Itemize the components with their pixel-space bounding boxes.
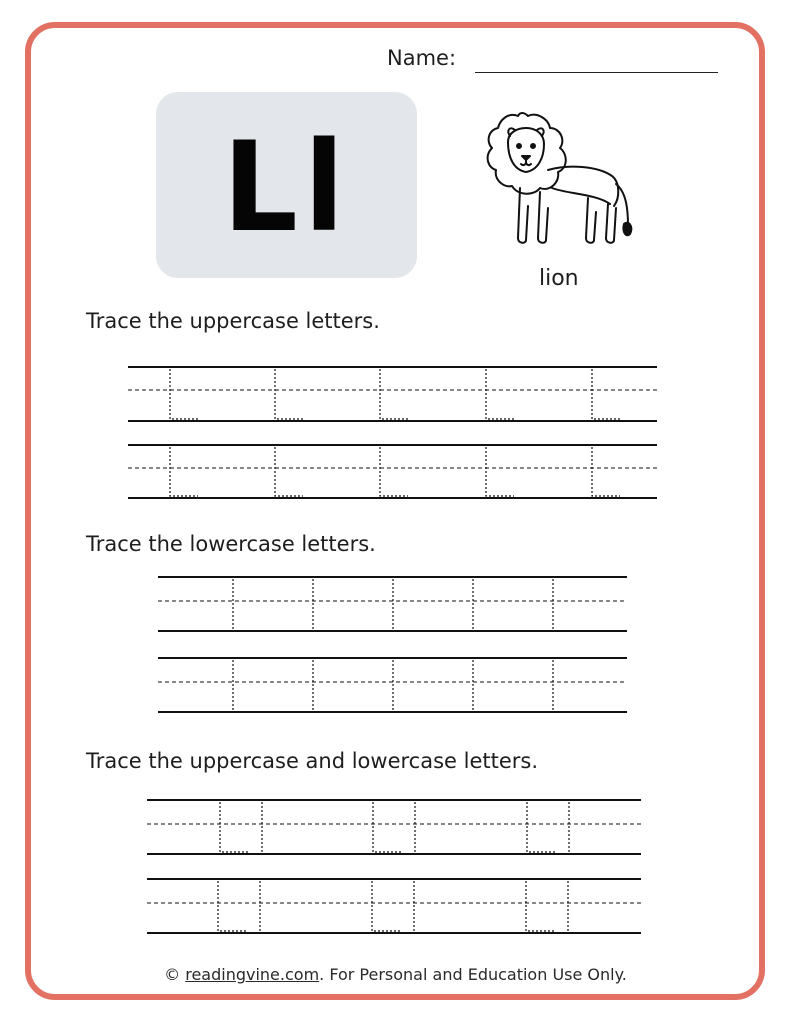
letter-display: Ll [222,114,351,260]
footer-text: . For Personal and Education Use Only. [319,965,627,984]
tracing-row[interactable] [147,879,641,933]
tracing-row[interactable] [147,800,641,854]
lion-label: lion [539,266,579,291]
name-label: Name: [387,46,457,70]
section-title-mixed: Trace the uppercase and lowercase letters. [86,749,539,773]
section-title-lowercase: Trace the lowercase letters. [86,532,376,556]
copyright-symbol: © [164,965,181,984]
footer [0,965,791,984]
tracing-row[interactable] [128,445,657,498]
tracing-row[interactable] [158,658,627,712]
tracing-row[interactable] [128,367,657,421]
section-title-uppercase: Trace the uppercase letters. [86,309,380,333]
site-link[interactable]: readingvine.com [185,965,320,984]
tracing-row[interactable] [158,577,627,631]
